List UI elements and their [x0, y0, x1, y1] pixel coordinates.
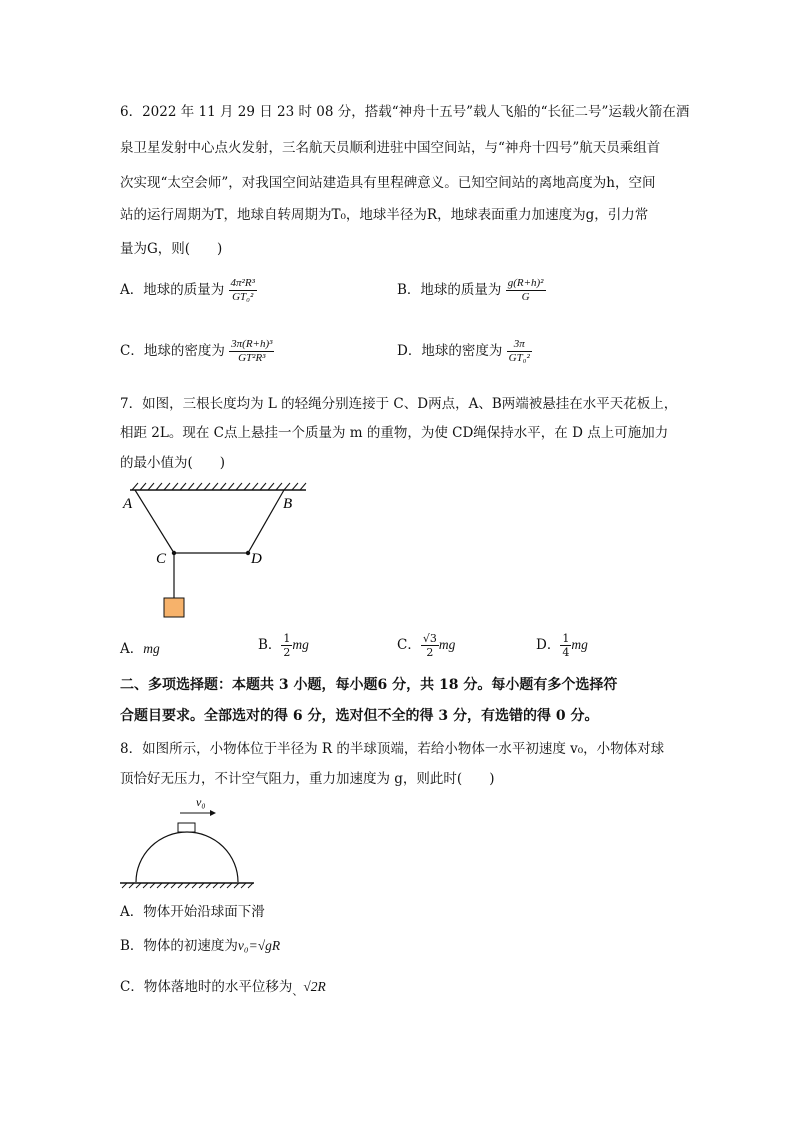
q7-option-b-tail: mg [292, 637, 309, 652]
hemisphere [136, 832, 238, 882]
q8-option-b [120, 937, 280, 955]
q7-option-b [258, 632, 309, 659]
q6-option-d [397, 338, 532, 365]
q7-option-a-value: mg [143, 641, 160, 656]
section-2-heading-line-1: 二、多项选择题：本题共 3 小题，每小题6 分，共 18 分。每小题有多个选择符 [120, 677, 618, 693]
q6-line-5: 量为G，则( ) [120, 241, 223, 257]
q6-option-c-label: C．地球的密度为 [120, 343, 225, 359]
q6-option-d-denominator: GT₀² [508, 352, 530, 364]
q7-option-c-denominator: 2 [426, 646, 434, 659]
q6-option-d-formula [507, 338, 532, 365]
q7-option-d-tail: mg [571, 637, 588, 652]
q8-option-c-mark: 、 [292, 984, 304, 998]
q6-option-b [397, 277, 546, 304]
q7-option-c-label: C． [397, 637, 421, 653]
q8-option-b-formula: v₀=√gR [237, 938, 281, 953]
q6-line-1: 6．2022 年 11 月 29 日 23 时 08 分，搭载“神舟十五号”载人飞船的“长征二号”运载火箭在酒 [120, 104, 690, 120]
velocity-label: v₀ [196, 795, 206, 809]
label-c: C [156, 551, 167, 567]
section-2-heading-line-2: 合题目要求。全部选对的得 6 分，选对但不全的得 3 分，有选错的得 0 分。 [120, 708, 599, 724]
ceiling [130, 483, 306, 490]
q6-line-4: 站的运行周期为T，地球自转周期为T₀，地球半径为R，地球表面重力加速度为g，引力常 [120, 207, 649, 223]
ground-hatching [122, 883, 253, 888]
q7-option-b-denominator: 2 [283, 646, 291, 659]
small-object [178, 823, 195, 832]
rope-ac [135, 490, 174, 553]
q6-option-a-label: A．地球的质量为 [120, 282, 225, 298]
q6-option-c-denominator: GT²R³ [238, 352, 266, 364]
q6-option-b-denominator: G [521, 291, 530, 303]
q8-hemisphere-diagram [118, 792, 258, 892]
rope-db [248, 490, 284, 553]
q8-option-c [120, 978, 326, 1001]
q8-option-c-formula: √2R [303, 979, 326, 994]
q6-option-a [120, 277, 257, 304]
q7-line-2: 相距 2L。现在 C点上悬挂一个质量为 m 的重物，为使 CD绳保持水平，在 D 点上可施加力 [120, 425, 669, 441]
q6-option-a-formula [229, 277, 257, 304]
q6-option-b-numerator: g(R+h)² [507, 277, 544, 289]
q6-option-a-denominator: GT₀² [232, 291, 254, 303]
q8-option-a: A．物体开始沿球面下滑 [120, 904, 265, 920]
q6-option-b-label: B．地球的质量为 [397, 282, 502, 298]
q8-line-2: 顶恰好无压力，不计空气阻力，重力加速度为 g，则此时( ) [120, 771, 495, 787]
q6-option-b-formula [506, 277, 546, 304]
point-d [246, 551, 250, 555]
q7-option-d-label: D． [536, 637, 561, 653]
q7-option-a-label: A． [120, 641, 144, 657]
label-a: A [123, 496, 133, 512]
q8-line-1: 8．如图所示，小物体位于半径为 R 的半球顶端，若给小物体一水平初速度 v₀，小物体对球 [120, 741, 665, 757]
q7-option-d [536, 632, 588, 659]
q6-line-3: 次实现“太空会师”，对我国空间站建造具有里程碑意义。已知空间站的离地高度为h，空间 [120, 175, 656, 191]
q7-option-b-fraction [281, 632, 292, 659]
label-d: D [251, 551, 262, 567]
hanging-weight [164, 598, 184, 617]
velocity-arrowhead [210, 810, 216, 816]
point-c [172, 551, 176, 555]
q7-option-b-numerator: 1 [283, 632, 291, 645]
q7-option-d-numerator: 1 [562, 632, 570, 645]
q7-option-d-denominator: 4 [562, 646, 570, 659]
q7-option-d-fraction [560, 632, 571, 659]
q6-option-c-numerator: 3π(R+h)³ [231, 338, 273, 350]
q7-option-a [120, 640, 160, 658]
q7-option-c [397, 632, 455, 659]
label-b: B [283, 496, 293, 512]
q6-option-d-label: D．地球的密度为 [397, 343, 503, 359]
q7-line-1: 7．如图，三根长度均为 L 的轻绳分别连接于 C、D两点，A、B两端被悬挂在水平天花板上， [120, 396, 678, 412]
q8-option-c-label: C．物体落地时的水平位移为 [120, 979, 293, 995]
q6-option-c [120, 338, 274, 365]
q7-option-b-label: B． [258, 637, 282, 653]
q6-option-c-formula [229, 338, 274, 365]
q6-line-2: 泉卫星发射中心点火发射，三名航天员顺利进驻中国空间站，与“神舟十四号”航天员乘组首 [120, 140, 661, 156]
q7-option-c-fraction [421, 632, 439, 659]
q7-rope-diagram [118, 478, 318, 623]
q6-option-a-numerator: 4π²R³ [230, 277, 255, 289]
q7-option-c-tail: mg [438, 637, 456, 652]
q7-line-3: 的最小值为( ) [120, 455, 226, 471]
q7-option-c-numerator: √3 [422, 632, 437, 645]
q6-option-d-numerator: 3π [507, 338, 532, 352]
q8-option-b-label: B．物体的初速度为 [120, 938, 238, 954]
